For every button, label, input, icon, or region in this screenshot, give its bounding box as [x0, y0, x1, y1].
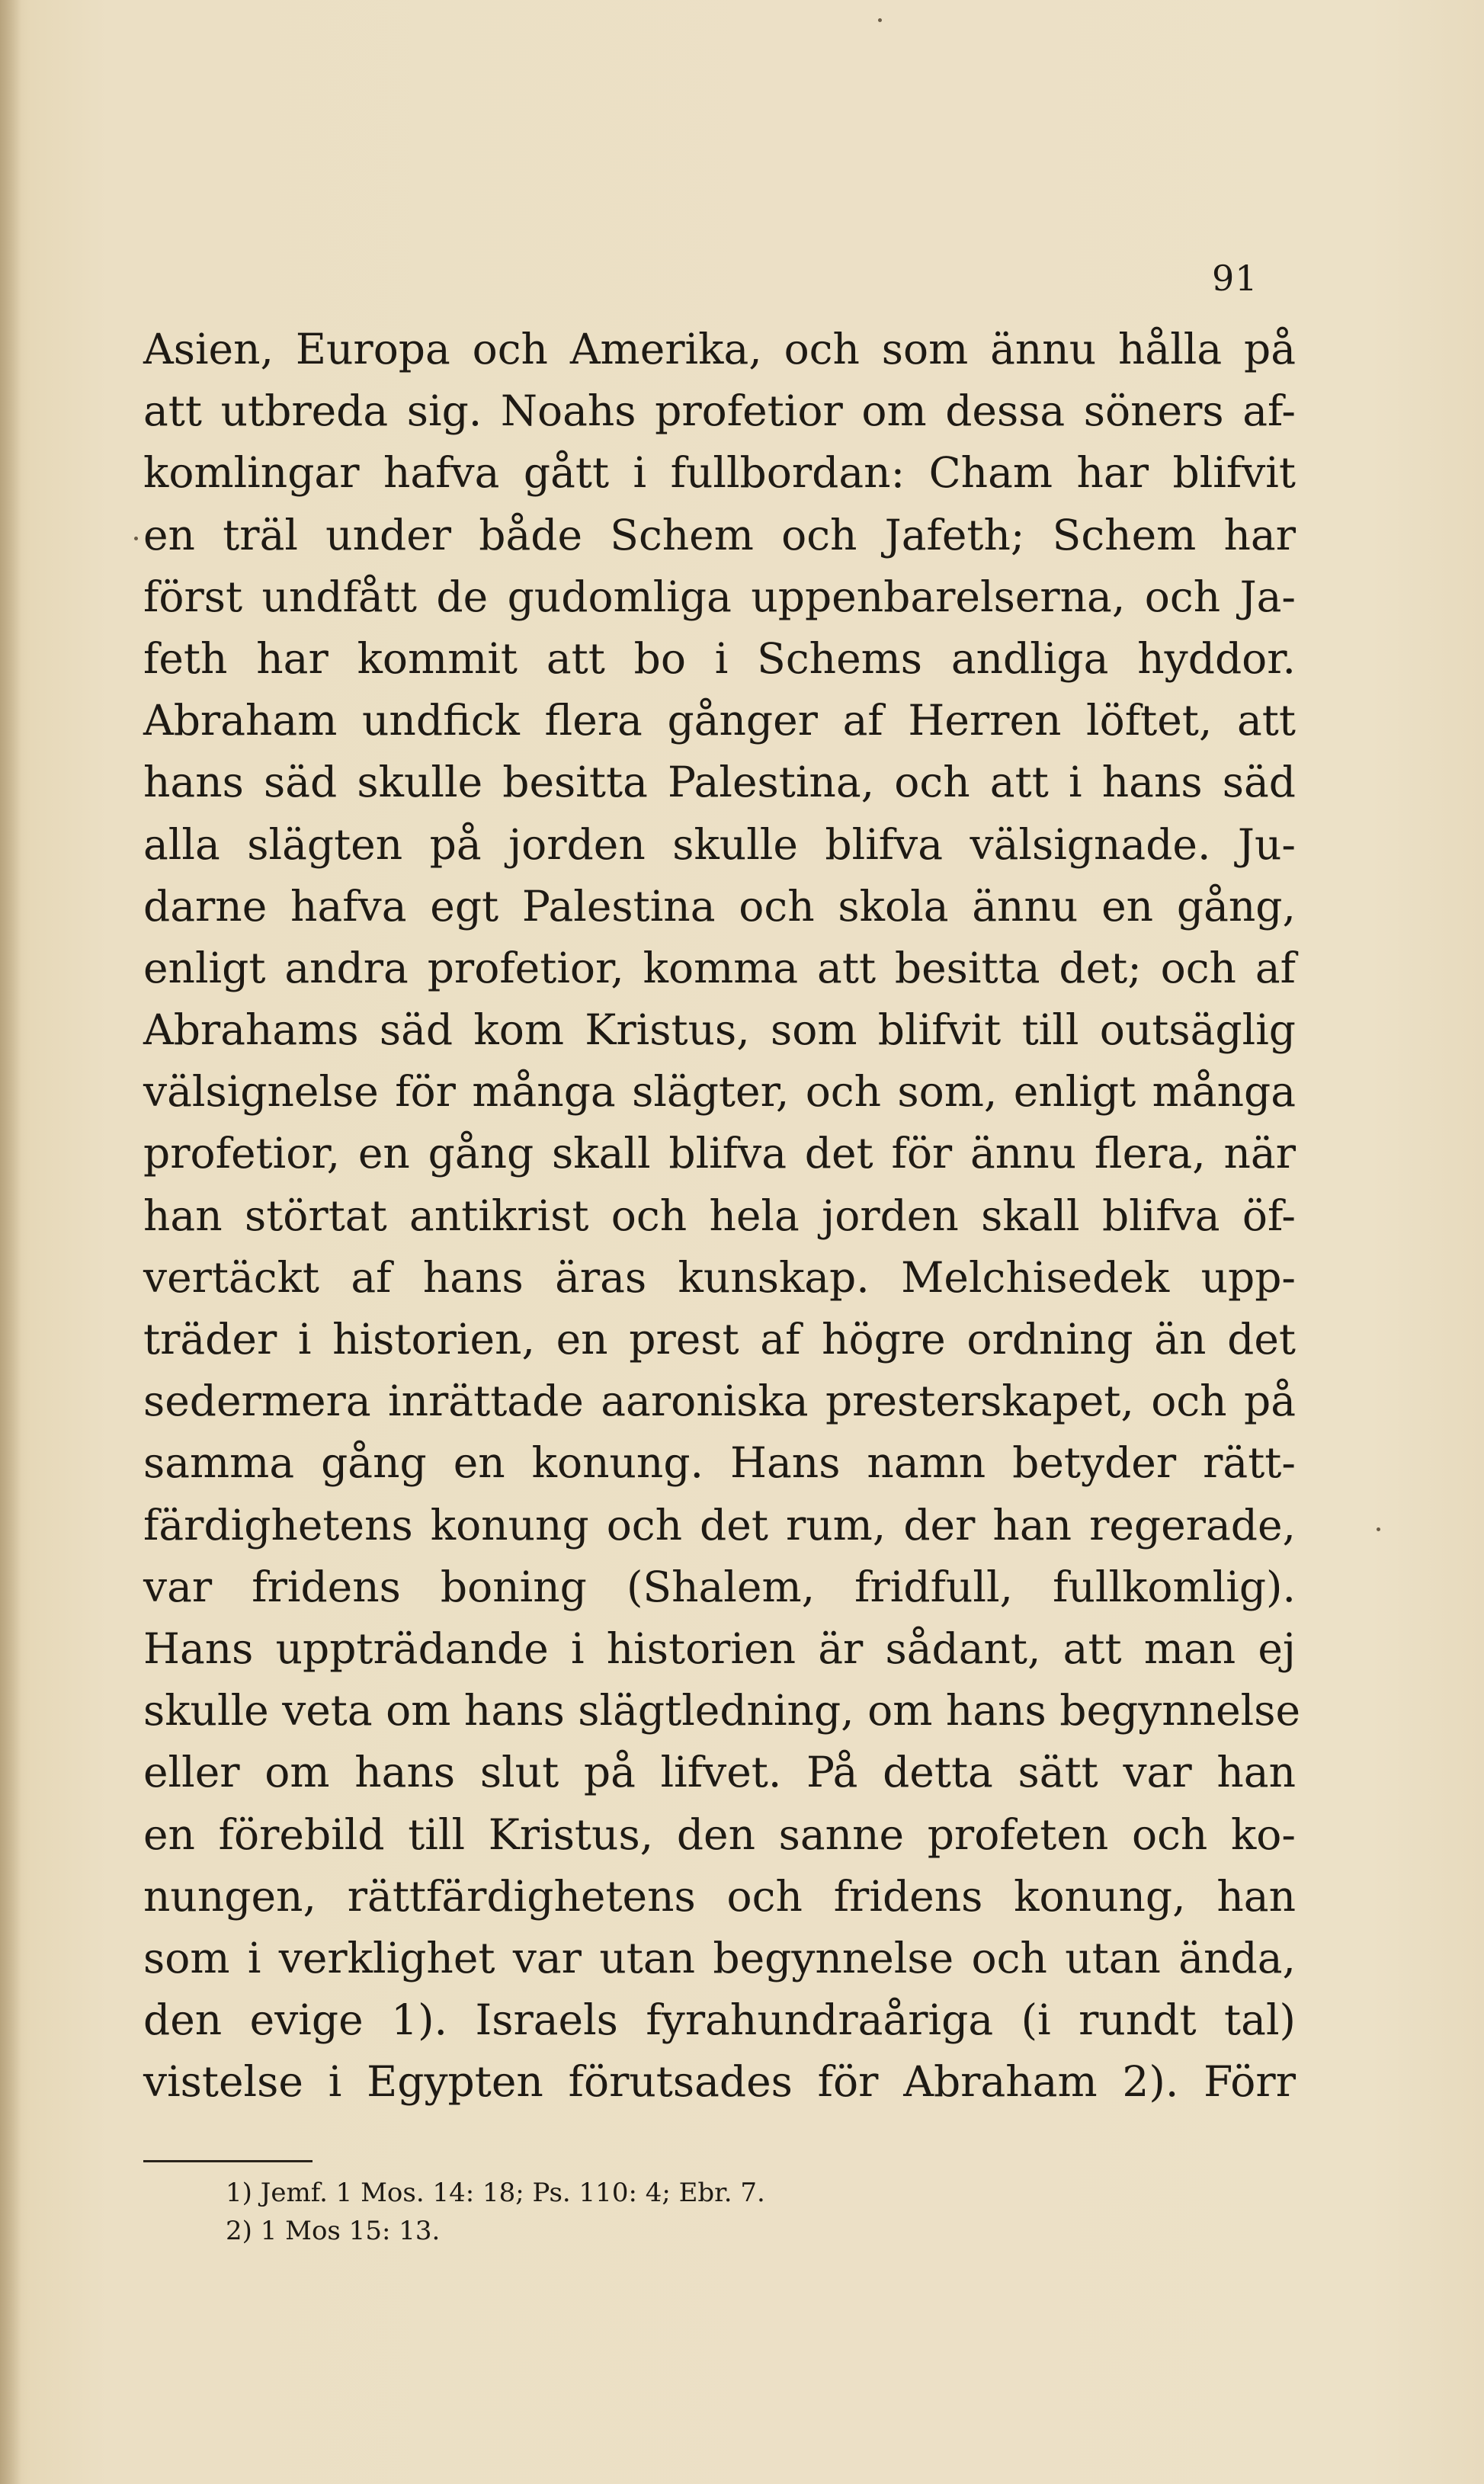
text-line: skulle veta om hans slägtledning, om hans begynnelse — [143, 1686, 1301, 1736]
text-line: hans säd skulle besitta Palestina, och att i hans säd — [143, 758, 1296, 807]
footnote-divider — [143, 2160, 313, 2162]
text-line: som i verklighet var utan begynnelse och utan ända, — [143, 1933, 1296, 1982]
text-line: alla slägten på jorden skulle blifva välsignade. Ju- — [143, 819, 1296, 869]
text-line: färdighetens konung och det rum, der han regerade, — [143, 1500, 1296, 1550]
paper-speck — [878, 18, 882, 22]
text-line: profetior, en gång skall blifva det för ännu flera, när — [143, 1129, 1296, 1178]
body-text — [143, 319, 1301, 2113]
footnote: 2) 1 Mos 15: 13. — [226, 2216, 441, 2246]
text-line: Hans uppträdande i historien är sådant, att man ej — [143, 1623, 1296, 1673]
text-line: en träl under både Schem och Jafeth; Schem har — [143, 510, 1296, 559]
page-number: 91 — [1212, 258, 1258, 299]
page-spine-shadow — [0, 0, 21, 2484]
text-line: Asien, Europa och Amerika, och som ännu hålla på — [143, 325, 1296, 373]
text-line: vistelse i Egypten förutsades för Abraham 2). Förr — [143, 2057, 1296, 2107]
text-line: enligt andra profetior, komma att besitta det; och af — [143, 943, 1296, 992]
text-line: nungen, rättfärdighetens och fridens konung, han — [143, 1871, 1296, 1921]
text-line: sedermera inrättade aaroniska presterskapet, och på — [143, 1377, 1296, 1426]
text-line: vertäckt af hans äras kunskap. Melchisedek upp- — [143, 1252, 1296, 1302]
text-line: feth har kommit att bo i Schems andliga hyddor. — [143, 633, 1296, 683]
text-line: välsignelse för många slägter, och som, enligt många — [143, 1067, 1296, 1117]
text-line: först undfått de gudomliga uppenbarelserna, och Ja- — [143, 572, 1296, 621]
text-line: eller om hans slut på lifvet. På detta sätt var han — [143, 1748, 1296, 1797]
text-line: darne hafva egt Palestina och skola ännu en gång, — [143, 881, 1296, 931]
paper-speck — [1377, 1527, 1380, 1531]
text-line: träder i historien, en prest af högre ordning än det — [143, 1315, 1296, 1364]
text-line: en förebild till Kristus, den sanne profeten och ko- — [143, 1809, 1296, 1859]
text-line: att utbreda sig. Noahs profetior om dessa söners af- — [143, 386, 1296, 436]
text-line: han störtat antikrist och hela jorden skall blifva öf- — [143, 1191, 1296, 1240]
text-line: var fridens boning (Shalem, fridfull, fullkomlig). — [143, 1562, 1296, 1611]
text-line: Abrahams säd kom Kristus, som blifvit till outsäglig — [143, 1005, 1296, 1055]
text-line: Abraham undfick flera gånger af Herren löftet, att — [143, 696, 1296, 745]
paper-speck — [134, 537, 138, 540]
footnotes — [226, 2174, 765, 2250]
text-line: komlingar hafva gått i fullbordan: Cham har blifvit — [143, 448, 1296, 498]
text-line: samma gång en konung. Hans namn betyder rätt- — [143, 1438, 1296, 1488]
text-line: den evige 1). Israels fyrahundraåriga (i rundt tal) — [143, 1995, 1296, 2045]
footnote: 1) Jemf. 1 Mos. 14: 18; Ps. 110: 4; Ebr. 7. — [226, 2178, 765, 2208]
